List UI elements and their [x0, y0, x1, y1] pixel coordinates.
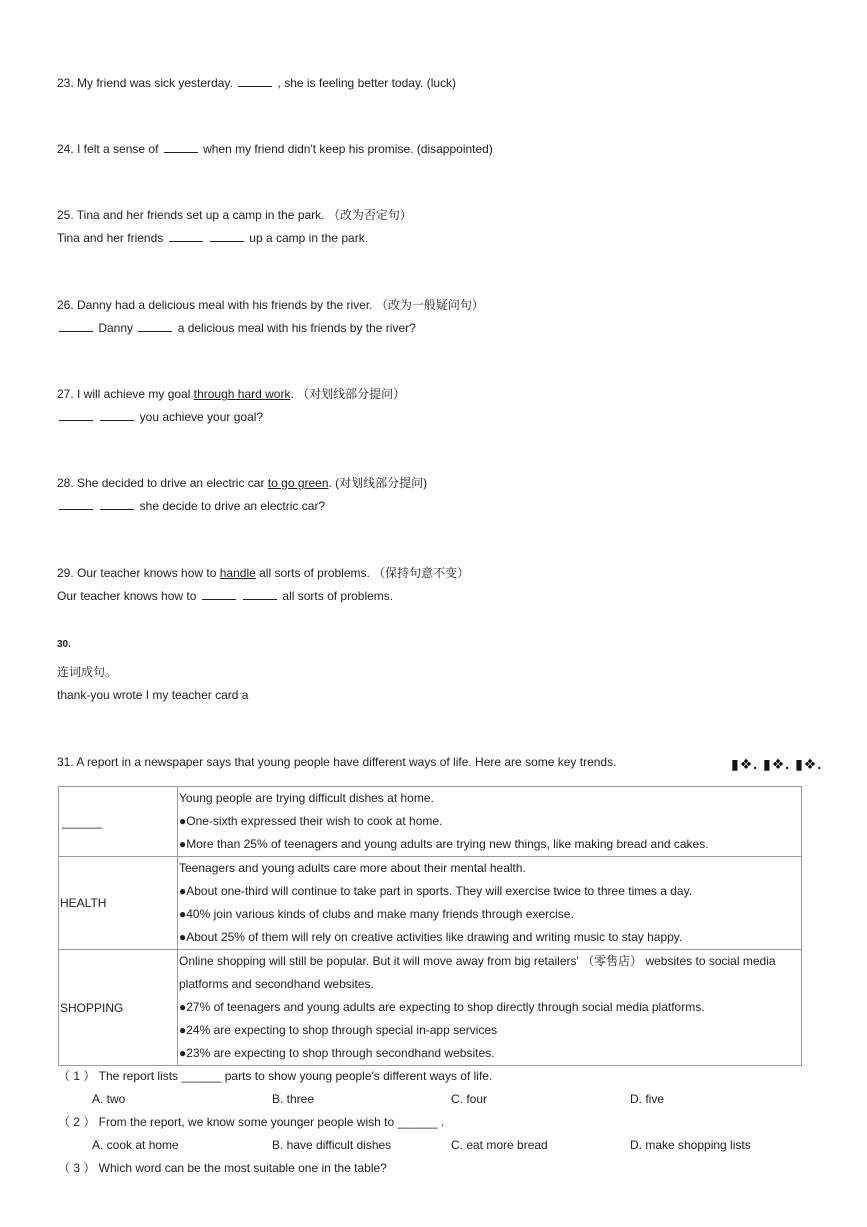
- option-a[interactable]: A. cook at home: [92, 1138, 179, 1152]
- question-31-intro: 31. A report in a newspaper says that young people have different ways of life. Here are some key trends.: [57, 755, 617, 769]
- q25-text-before: Tina and her friends: [57, 231, 167, 245]
- q24-text-before: 24. I felt a sense of: [57, 142, 162, 156]
- answer-blank[interactable]: [138, 320, 172, 332]
- answer-blank[interactable]: [59, 320, 93, 332]
- question-24: [57, 141, 493, 157]
- publisher-logo: ▮❖. ▮❖. ▮❖.: [731, 756, 823, 772]
- answer-blank[interactable]: [59, 409, 93, 421]
- question-28-answer: [57, 498, 325, 514]
- row-category: HEALTH: [59, 857, 178, 950]
- q28-text-after: . (对划线部分提问): [328, 476, 428, 490]
- q29-text-after: all sorts of problems. （保持句意不变）: [255, 566, 470, 580]
- answer-blank[interactable]: [169, 230, 203, 242]
- row-content: [178, 857, 802, 950]
- q27-answer-after: you achieve your goal?: [136, 410, 264, 424]
- row-category-blank: [59, 787, 178, 857]
- q23-text-before: 23. My friend was sick yesterday.: [57, 76, 237, 90]
- option-c[interactable]: C. eat more bread: [451, 1138, 548, 1152]
- table-line: ●About one-third will continue to take part in sports. They will exercise twice to three times a day.: [179, 884, 693, 898]
- table-line: platforms and secondhand websites.: [179, 977, 374, 991]
- q29-text-before: 29. Our teacher knows how to: [57, 566, 220, 580]
- q28-answer-after: she decide to drive an electric car?: [136, 499, 326, 513]
- option-b[interactable]: B. have difficult dishes: [272, 1138, 392, 1152]
- row-category: SHOPPING: [59, 950, 178, 1066]
- option-b[interactable]: B. three: [272, 1092, 315, 1106]
- table-row: [59, 857, 802, 950]
- answer-blank[interactable]: [164, 141, 198, 153]
- row-content: [178, 950, 802, 1066]
- q24-text-after: when my friend didn't keep his promise. (disappointed): [199, 142, 493, 156]
- category-blank[interactable]: ______: [62, 814, 103, 829]
- q26-text-after: a delicious meal with his friends by the river?: [174, 321, 416, 335]
- q29-underlined: handle: [219, 566, 256, 580]
- q27-text-after: . （对划线部分提问）: [290, 387, 406, 401]
- sub-question-3-stem: （ 3 ） Which word can be the most suitable one in the table?: [58, 1161, 387, 1175]
- question-29-answer: [57, 588, 393, 604]
- question-28-prompt: [57, 475, 427, 491]
- table-line: Online shopping will still be popular. But it will move away from big retailers' （零售店） websites to social media: [179, 954, 776, 968]
- q28-underlined: to go green: [267, 476, 329, 490]
- question-30-number: 30.: [57, 639, 71, 650]
- answer-blank[interactable]: [238, 75, 272, 87]
- option-d[interactable]: D. make shopping lists: [630, 1138, 751, 1152]
- q27-underlined: through hard work: [193, 387, 291, 401]
- q27-text-before: 27. I will achieve my goal: [57, 387, 194, 401]
- row-content: [178, 787, 802, 857]
- trends-table: [58, 786, 802, 1066]
- table-line: ●27% of teenagers and young adults are expecting to shop directly through social media platforms.: [179, 1000, 705, 1014]
- q23-text-after: , she is feeling better today. (luck): [274, 76, 457, 90]
- answer-blank[interactable]: [243, 588, 277, 600]
- answer-blank[interactable]: [59, 498, 93, 510]
- answer-blank[interactable]: [100, 409, 134, 421]
- option-a[interactable]: A. two: [92, 1092, 126, 1106]
- table-line: ●More than 25% of teenagers and young adults are trying new things, like making bread and cakes.: [179, 837, 709, 851]
- q26-text-mid: Danny: [95, 321, 137, 335]
- table-line: ●About 25% of them will rely on creative activities like drawing and writing music to stay happy.: [179, 930, 683, 944]
- answer-blank[interactable]: [100, 498, 134, 510]
- question-25-answer: [57, 230, 368, 246]
- table-line: ●24% are expecting to shop through special in-app services: [179, 1023, 498, 1037]
- question-27-answer: [57, 409, 263, 425]
- table-line: ●23% are expecting to shop through secondhand websites.: [179, 1046, 495, 1060]
- q29-answer-after: all sorts of problems.: [279, 589, 394, 603]
- table-line: Young people are trying difficult dishes at home.: [179, 791, 434, 805]
- question-30-words: thank-you wrote I my teacher card a: [57, 688, 249, 702]
- question-30-instruction: 连词成句。: [57, 665, 118, 679]
- question-29-prompt: [57, 565, 469, 581]
- option-d[interactable]: D. five: [630, 1092, 665, 1106]
- question-26-answer: [57, 320, 416, 336]
- q28-text-before: 28. She decided to drive an electric car: [57, 476, 268, 490]
- table-line: Teenagers and young adults care more about their mental health.: [179, 861, 526, 875]
- table-row: [59, 787, 802, 857]
- table-line: ●One-sixth expressed their wish to cook at home.: [179, 814, 443, 828]
- answer-blank[interactable]: [202, 588, 236, 600]
- sub-question-1-stem: （ 1 ） The report lists ______ parts to show young people's different ways of life.: [58, 1069, 493, 1083]
- question-27-prompt: [57, 386, 405, 402]
- table-line: ●40% join various kinds of clubs and make many friends through exercise.: [179, 907, 574, 921]
- table-row: [59, 950, 802, 1066]
- answer-blank[interactable]: [210, 230, 244, 242]
- question-26-prompt: 26. Danny had a delicious meal with his friends by the river. （改为一般疑问句）: [57, 298, 484, 312]
- q25-text-after: up a camp in the park.: [245, 231, 369, 245]
- question-25-prompt: 25. Tina and her friends set up a camp in the park. （改为否定句）: [57, 208, 412, 222]
- sub-question-2-stem: （ 2 ） From the report, we know some younger people wish to ______ .: [58, 1115, 445, 1129]
- option-c[interactable]: C. four: [451, 1092, 488, 1106]
- question-23: [57, 75, 456, 91]
- q29-answer-before: Our teacher knows how to: [57, 589, 200, 603]
